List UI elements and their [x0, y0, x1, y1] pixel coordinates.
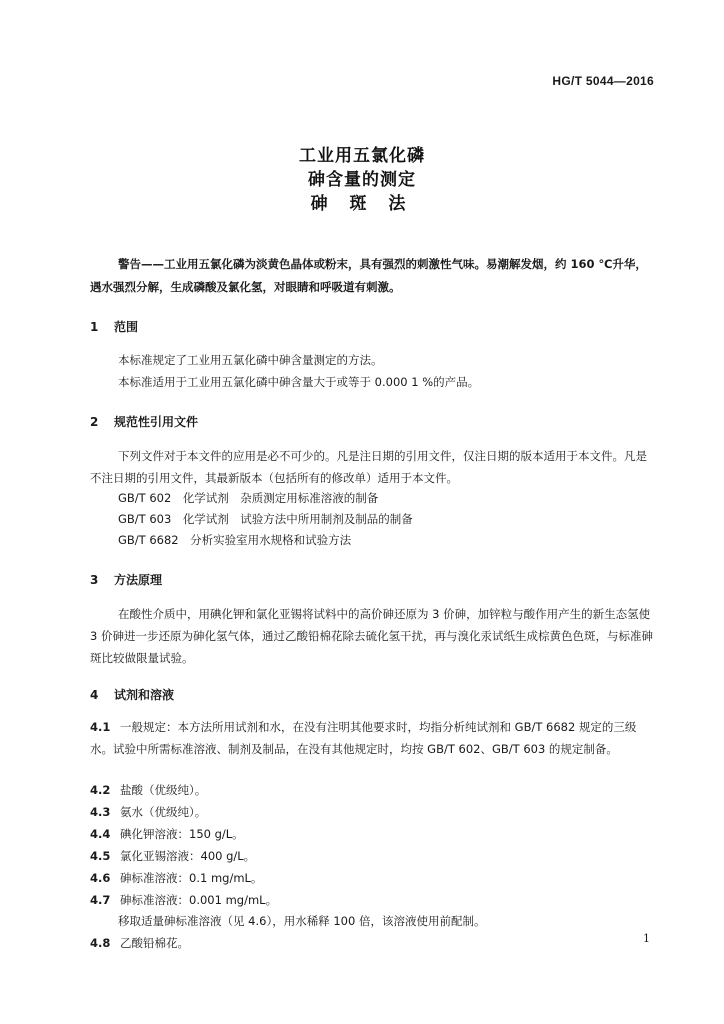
title-line-2: 砷含量的测定 [308, 170, 416, 190]
section-2-heading [90, 413, 198, 430]
section-3-heading [90, 571, 162, 588]
clause-4-7 [90, 892, 277, 908]
section-number: 3 [90, 573, 99, 587]
reference-code: GB/T 602 [118, 491, 172, 505]
reference-title: 化学试剂 杂质测定用标准溶液的制备 [182, 491, 379, 505]
principle-paragraph: 在酸性介质中，用碘化钾和氯化亚锡将试料中的高价砷还原为 3 价砷，加锌粒与酸作用产生的新生态氢使 3 价砷进一步还原为砷化氢气体，通过乙酸铅棉花除去硫化氢干扰，再与溴化汞试纸生成棕黄色色斑，与标准砷斑比较做限量试验。 [90, 607, 653, 665]
clause-number: 4.8 [90, 936, 111, 950]
clause-4-1 [90, 716, 656, 760]
clause-number: 4.2 [90, 783, 111, 797]
title-line-3: 砷 斑 法 [310, 194, 414, 214]
reference-item [118, 511, 413, 527]
reference-code: GB/T 6682 [118, 533, 179, 547]
warning-paragraph: 警告——工业用五氯化磷为淡黄色晶体或粉末，具有强烈的刺激性气味。易潮解发烟，约 160 ℃升华，遇水强烈分解，生成磷酸及氯化氢，对眼睛和呼吸道有刺激。 [90, 257, 647, 294]
section-title: 方法原理 [114, 573, 163, 587]
clause-4-5 [90, 848, 255, 864]
section-number: 1 [90, 320, 99, 334]
clause-number: 4.6 [90, 871, 111, 885]
section-1-heading [90, 318, 138, 335]
title-line-1: 工业用五氯化磷 [299, 146, 425, 166]
section-title: 范围 [114, 320, 139, 334]
section-number: 2 [90, 415, 99, 429]
clause-number: 4.4 [90, 827, 111, 841]
section-number: 4 [90, 688, 99, 702]
clause-4-7-note: 移取适量砷标准溶液（见 4.6），用水稀释 100 倍，该溶液使用前配制。 [118, 914, 486, 928]
reference-code: GB/T 603 [118, 512, 172, 526]
clause-4-2 [90, 782, 206, 798]
clause-text: 盐酸（优级纯）。 [120, 783, 207, 797]
clause-4-6 [90, 870, 262, 886]
reference-item [118, 532, 351, 548]
reference-title: 化学试剂 试验方法中所用制剂及制品的制备 [182, 512, 413, 526]
references-paragraph: 下列文件对于本文件的应用是必不可少的。凡是注日期的引用文件，仅注日期的版本适用于本文件。凡是不注日期的引用文件，其最新版本（包括所有的修改单）适用于本文件。 [90, 449, 647, 485]
clause-number: 4.5 [90, 849, 111, 863]
clause-number: 4.3 [90, 805, 111, 819]
clause-text: 氨水（优级纯）。 [120, 805, 207, 819]
scope-line-1: 本标准规定了工业用五氯化磷中砷含量测定的方法。 [118, 353, 383, 367]
section-title: 试剂和溶液 [114, 688, 175, 702]
section-4-heading [90, 686, 174, 703]
clause-text: 砷标准溶液：0.1 mg/mL。 [120, 871, 263, 885]
clause-text: 氯化亚锡溶液：400 g/L。 [120, 849, 256, 863]
clause-number: 4.7 [90, 893, 111, 907]
reference-item [118, 490, 378, 506]
clause-text: 乙酸铅棉花。 [120, 936, 189, 950]
clause-text: 一般规定：本方法所用试剂和水，在没有注明其他要求时，均指分析纯试剂和 GB/T 6682 规定的三级水。试验中所需标准溶液、制剂及制品，在没有其他规定时，均按 GB/T 602、GB/T 603 的规定制备。 [90, 720, 637, 756]
clause-text: 砷标准溶液：0.001 mg/mL。 [120, 893, 278, 907]
clause-text: 碘化钾溶液：150 g/L。 [120, 827, 244, 841]
standard-code: HG/T 5044—2016 [552, 74, 654, 88]
clause-number: 4.1 [90, 720, 111, 734]
clause-4-3 [90, 804, 206, 820]
clause-4-8 [90, 935, 189, 951]
clause-4-4 [90, 826, 244, 842]
section-title: 规范性引用文件 [114, 415, 199, 429]
scope-line-2: 本标准适用于工业用五氯化磷中砷含量大于或等于 0.000 1 %的产品。 [118, 375, 480, 389]
reference-title: 分析实验室用水规格和试验方法 [190, 533, 352, 547]
page-number: 1 [643, 932, 650, 945]
